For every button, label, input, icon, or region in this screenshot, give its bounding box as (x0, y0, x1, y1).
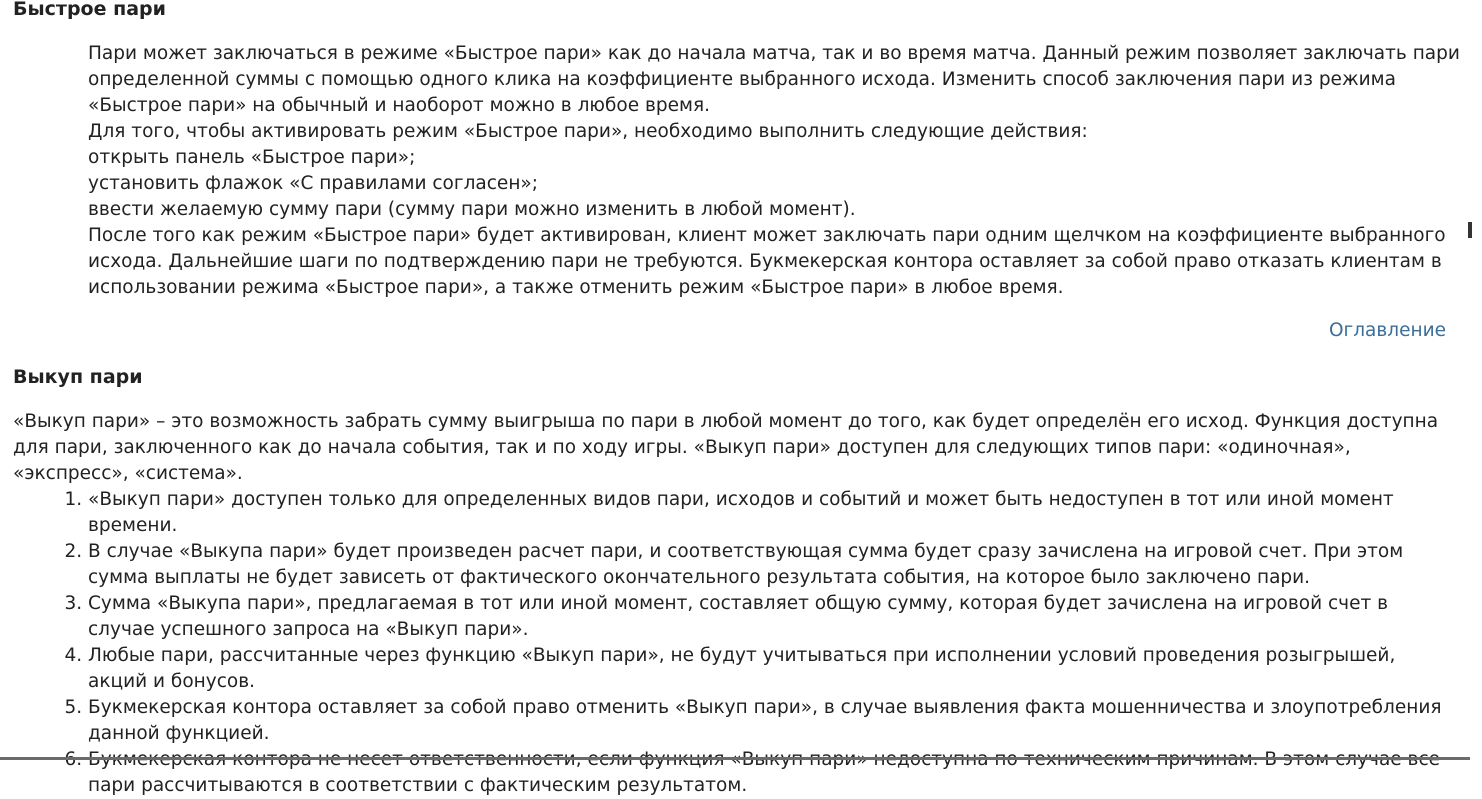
quick-bet-step: ввести желаемую сумму пари (сумму пари можно изменить в любой момент). (88, 199, 856, 220)
list-item: 5. Букмекерская контора оставляет за собой право отменить «Выкуп пари», в случае выявления факта мошенничества и злоупотребления данной функцией. (88, 695, 1455, 747)
quick-bet-paragraph: Пари может заключаться в режиме «Быстрое пари» как до начала матча, так и во время матча. Данный режим позволяет заключать пари определенной суммы с помощью одного клика на коэффициенте выбранного исхода. Изменить способ заключения пари из режима «Быстрое пари» на обычный и наоборот можно в любое время. (88, 43, 1460, 116)
quick-bet-content (88, 41, 1463, 301)
bottom-divider (0, 757, 1470, 760)
list-item: 1. «Выкуп пари» доступен только для определенных видов пари, исходов и событий и может быть недоступен в тот или иной момент времени. (88, 487, 1455, 539)
section-title-quick-bet: Быстрое пари (13, 0, 166, 20)
scrollbar-thumb[interactable] (1468, 222, 1472, 238)
table-of-contents-link[interactable]: Оглавление (1328, 320, 1446, 341)
list-item: 4. Любые пари, рассчитанные через функцию «Выкуп пари», не будут учитываться при исполнении условий проведения розыгрышей, акций и бонусов. (88, 643, 1455, 695)
cash-out-intro: «Выкуп пари» – это возможность забрать сумму выигрыша по пари в любой момент до того, как будет определён его исход. Функция доступна для пари, заключенного как до начала события, так и по ходу игры. «Выкуп пари» доступен для следующих типов пари: «одиночная», «экспресс», «система». (13, 411, 1439, 484)
list-item: 2. В случае «Выкупа пари» будет произведен расчет пари, и соответствующая сумма будет сразу зачислена на игровой счет. При этом сумма выплаты не будет зависеть от фактического окончательного результата события, на которое было заключено пари. (88, 539, 1455, 591)
scrollbar[interactable] (1470, 0, 1482, 760)
quick-bet-step: открыть панель «Быстрое пари»; (88, 147, 416, 168)
quick-bet-paragraph: Для того, чтобы активировать режим «Быстрое пари», необходимо выполнить следующие действия: (88, 121, 1088, 142)
cash-out-rules-list (0, 487, 1455, 799)
section-title-cash-out: Выкуп пари (13, 366, 143, 388)
quick-bet-paragraph: После того как режим «Быстрое пари» будет активирован, клиент может заключать пари одним щелчком на коэффициенте выбранного исхода. Дальнейшие шаги по подтверждению пари не требуются. Букмекерская контора оставляет за собой право отказать клиентам в использовании режима «Быстрое пари», а также отменить режим «Быстрое пари» в любое время. (88, 225, 1446, 298)
list-item: 6. пари рассчитываются в соответствии с фактическим результатом. (88, 747, 1455, 799)
quick-bet-step: установить флажок «С правилами согласен»; (88, 173, 538, 194)
list-item: 3. Сумма «Выкупа пари», предлагаемая в тот или иной момент, составляет общую сумму, которая будет зачислена на игровой счет в случае успешного запроса на «Выкуп пари». (88, 591, 1455, 643)
